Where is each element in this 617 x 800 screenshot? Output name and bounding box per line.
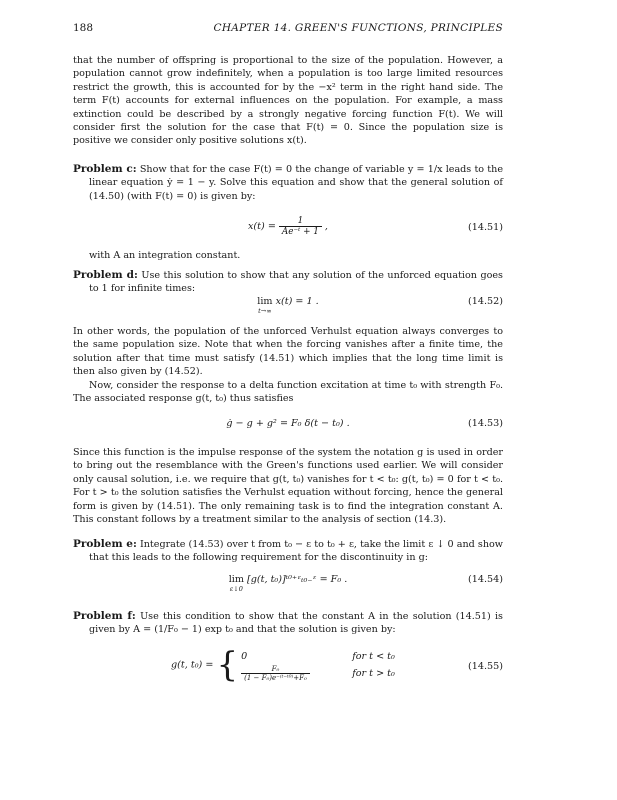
problem-f-label: Problem f:: [73, 610, 136, 622]
eq-14-55-cases: [241, 651, 395, 682]
eq-14-55-case-2-fraction: [241, 665, 310, 682]
problem-d: [73, 269, 503, 296]
eq-14-54-lim: lim: [228, 574, 244, 585]
page-number: 188: [73, 22, 94, 34]
problem-d-text: Use this solution to show that any solution of the unforced equation goes to 1 for infinite times:: [89, 270, 503, 295]
eq-14-55-case-2-condition: for t > t₀: [352, 668, 395, 679]
eq-14-53-tag: (14.53): [468, 418, 503, 429]
eq-14-55-tag: (14.55): [468, 661, 503, 672]
problem-d-label: Problem d:: [73, 269, 138, 281]
intro-text: that the number of offspring is proportional to the size of the population. However, a population cannot grow indefinitely, when a population is too large limited resources restrict the growth, this is accounted for by the −x² term in the right hand side. The term F(t) accounts for external influences on the population. For example, a mass extinction could be described by a strongly negative forcing function F(t). We will consider first the solution for the case that F(t) = 0. Since the population size is positive we consider only positive solutions x(t).: [73, 55, 503, 147]
problem-e-label: Problem e:: [73, 538, 137, 550]
equation-14-55: [73, 645, 503, 686]
eq-14-55-lhs: g(t, t₀) =: [171, 659, 214, 671]
eq-14-54-limit: [229, 574, 244, 593]
problem-e-text: Integrate (14.53) over t from t₀ − ε to t₀ + ε, take the limit ε ↓ 0 and show that this leads to the following requirement for the discontinuity in g:: [89, 539, 503, 564]
delta-paragraph: [73, 379, 503, 406]
eq-14-52-body: x(t) = 1 .: [275, 296, 319, 307]
eq-14-54-body: [g(t, t₀)]ᵗ⁰⁺ᵋₜ₀₋ᵋ = F₀ .: [247, 574, 348, 585]
eq-14-51-denominator: Ae⁻ᵗ + 1: [281, 227, 319, 237]
eq-14-51-tail: ,: [324, 221, 328, 232]
eq-14-51-lhs: x(t) =: [248, 221, 276, 232]
running-header: [73, 22, 503, 36]
problem-e: [73, 538, 503, 565]
intro-paragraph: [73, 54, 503, 148]
eq-14-52-limit: [257, 296, 272, 315]
verhulst-text: In other words, the population of the unforced Verhulst equation always converges to the same population size. Note that when the forcing vanishes after a finite time, the solution after that time must satisfy (14.51) which implies that the long time limit is then also given by (14.52).: [73, 326, 503, 378]
eq-14-55-case-1-value: 0: [241, 651, 248, 662]
eq-14-53-body: ġ − g + g² = F₀ δ(t − t₀) .: [226, 418, 350, 429]
impulse-paragraph: [73, 446, 503, 526]
eq-14-55-brace: {: [216, 645, 239, 685]
verhulst-paragraph: [73, 325, 503, 379]
eq-14-54-tag: (14.54): [468, 574, 503, 585]
eq-14-52-lim: lim: [257, 296, 273, 307]
eq-14-54-lim-sub: ε↓0: [229, 585, 243, 593]
problem-c-after-text: with A an integration constant.: [89, 250, 241, 261]
equation-14-52: [73, 296, 503, 318]
equation-14-53: [73, 418, 503, 434]
impulse-text: Since this function is the impulse response of the system the notation g is used in order to bring out the resemblance with the Green's functions used earlier. We will consider only causal solution, i.e. we require that g(t, t₀) vanishes for t < t₀: g(t, t₀) = 0 for t < t₀. For t > t₀ the solution satisfies the Verhulst equation without forcing, hence the general form is given by (14.51). The only remaining task is to find the integration constant A. This constant follows by a treatment similar to the analysis of section (14.3).: [73, 447, 503, 526]
problem-c: [73, 163, 503, 203]
problem-c-after: [73, 249, 503, 262]
eq-14-55-case-2-numerator: F₀: [241, 665, 310, 674]
eq-14-51-tag: (14.51): [468, 222, 503, 233]
problem-c-text: Show that for the case F(t) = 0 the change of variable y = 1/x leads to the linear equation ẏ = 1 − y. Solve this equation and show that the general solution of (14.50) (with F(t) = 0) is given by:: [89, 164, 503, 202]
eq-14-55-case-2: [241, 665, 395, 682]
equation-14-54: [73, 574, 503, 598]
problem-f: [73, 610, 503, 637]
eq-14-51-numerator: 1: [279, 216, 322, 227]
equation-14-51: [73, 216, 503, 244]
problem-c-label: Problem c:: [73, 163, 137, 175]
chapter-title: CHAPTER 14. GREEN'S FUNCTIONS, PRINCIPLES: [213, 22, 503, 34]
eq-14-55-case-1: [241, 651, 395, 665]
eq-14-51-fraction: [279, 216, 322, 237]
eq-14-55-case-1-condition: for t < t₀: [352, 651, 395, 662]
problem-f-text: Use this condition to show that the constant A in the solution (14.51) is given by A = (1/F₀ − 1) exp t₀ and that the solution is given by:: [89, 611, 503, 636]
eq-14-52-tag: (14.52): [468, 296, 503, 307]
delta-text: Now, consider the response to a delta function excitation at time t₀ with strength F₀. The associated response g(t, t₀) thus satisfies: [73, 380, 503, 405]
eq-14-55-case-2-denominator: (1 − F₀)e⁻⁽ᵗ⁻ᵗ⁰⁾+F₀: [244, 674, 307, 682]
eq-14-52-lim-sub: t→∞: [258, 307, 272, 315]
